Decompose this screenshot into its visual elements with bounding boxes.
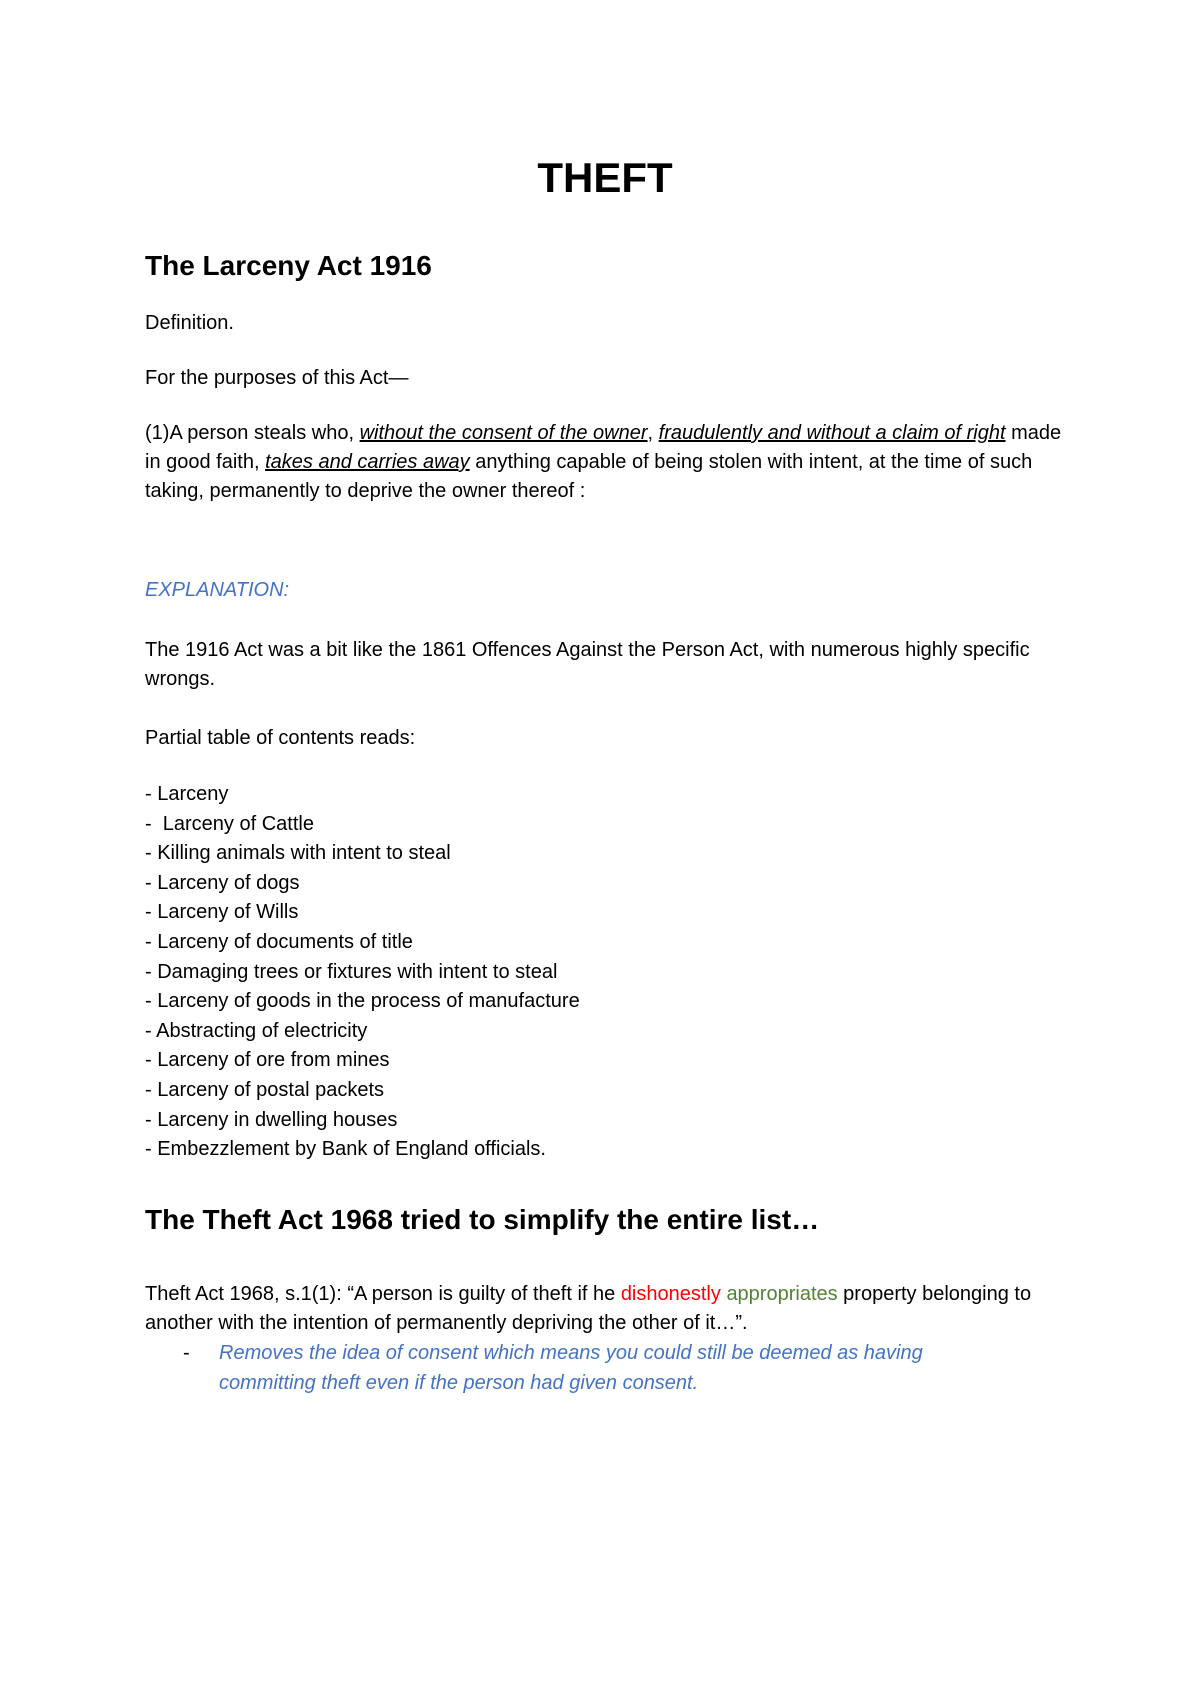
clause-phrase-fraudulently: fraudulently and without a claim of right [658,422,1006,444]
list-item: - Larceny of Cattle [145,812,314,835]
section-heading-larceny-act: The Larceny Act 1916 [145,250,432,281]
clause-phrase-consent: without the consent of the owner [359,422,648,444]
definition-label: Definition. [145,312,234,334]
larceny-definition-clause [145,419,1065,506]
theft-act-quote [145,1280,1065,1338]
list-item: - Larceny of dogs [145,871,300,894]
list-item: - Killing animals with intent to steal [145,842,451,865]
explanation-text: The 1916 Act was a bit like the 1861 Offences Against the Person Act, with numerous highly specific wrongs. [145,639,1030,690]
list-item: - Larceny of postal packets [145,1078,385,1101]
quote-prefix: Theft Act 1968, s.1(1): “A person is guilty of theft if he [145,1283,621,1305]
list-item: - Abstracting of electricity [145,1019,368,1042]
list-item: - Larceny of Wills [145,901,299,924]
word-dishonestly: dishonestly [620,1283,721,1305]
purposes-line: For the purposes of this Act— [145,367,409,389]
clause-prefix: (1)A person steals who, [145,422,360,444]
toc-intro: Partial table of contents reads: [145,727,416,749]
list-item: - Larceny of documents of title [145,930,413,953]
document-title: THEFT [537,154,673,201]
list-item: - Larceny of ore from mines [145,1049,390,1072]
quote-suffix: property belonging to another with the intention of permanently depriving the other of it…”. [145,1283,1032,1334]
list-item: - Larceny in dwelling houses [145,1108,398,1131]
clause-sep: , [647,422,659,444]
note-dash: - [183,1342,190,1364]
word-appropriates: appropriates [726,1283,838,1305]
list-item: - Larceny [145,783,229,805]
list-item: - Larceny of goods in the process of manufacture [145,990,580,1013]
list-item: - Embezzlement by Bank of England officials. [145,1138,546,1161]
section-heading-theft-act: The Theft Act 1968 tried to simplify the entire list… [145,1204,820,1235]
clause-suffix: anything capable of being stolen with intent, at the time of such taking, permanently to deprive the owner thereof : [145,451,1033,502]
list-item: - Damaging trees or fixtures with intent to steal [145,960,558,983]
clause-mid: made in good faith, [145,422,1062,473]
note-text: Removes the idea of consent which means you could still be deemed as having committing theft even if the person had given consent. [219,1342,923,1394]
toc-list [145,780,580,1165]
clause-phrase-takes: takes and carries away [265,451,470,473]
explanation-label: EXPLANATION: [145,579,290,601]
